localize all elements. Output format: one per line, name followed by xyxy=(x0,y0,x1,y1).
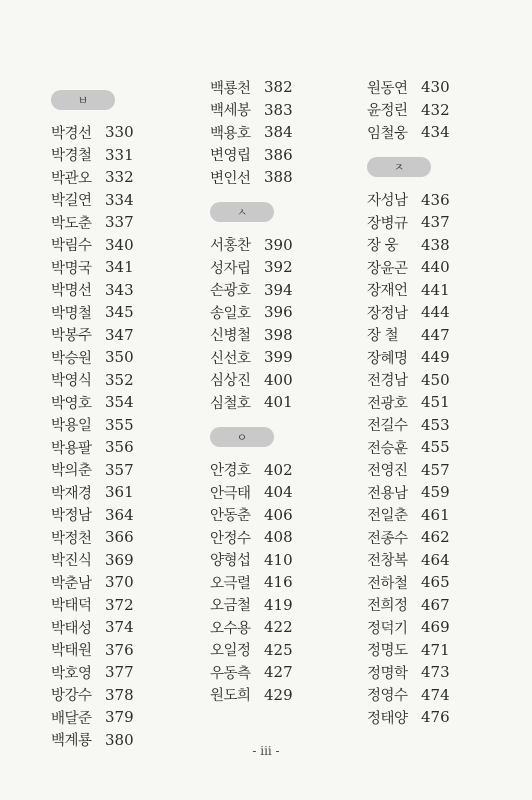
entry-page: 457 xyxy=(421,460,450,479)
entry-name: 장재언 xyxy=(367,283,408,300)
index-entry xyxy=(51,346,134,369)
entry-page: 376 xyxy=(105,640,134,659)
index-entry xyxy=(51,234,134,257)
entry-page: 476 xyxy=(421,708,450,727)
index-entry xyxy=(367,234,450,257)
entry-name: 박의춘 xyxy=(51,463,92,480)
entry-name: 전희정 xyxy=(367,598,408,615)
index-entry xyxy=(210,571,293,594)
entry-page: 437 xyxy=(421,213,450,232)
index-entry xyxy=(367,526,450,549)
entry-name: 박정남 xyxy=(51,508,92,525)
index-entry xyxy=(367,481,450,504)
entry-page: 464 xyxy=(421,550,450,569)
index-entry xyxy=(51,526,134,549)
entry-page: 372 xyxy=(105,595,134,614)
entry-page: 474 xyxy=(421,685,450,704)
entry-name: 박명선 xyxy=(51,283,92,300)
entry-name: 변인선 xyxy=(210,170,251,187)
index-entry xyxy=(210,549,293,572)
entry-page: 400 xyxy=(264,370,293,389)
entry-name: 안경호 xyxy=(210,463,251,480)
index-entry xyxy=(51,661,134,684)
entry-page: 429 xyxy=(264,685,293,704)
entry-name: 신병철 xyxy=(210,328,251,345)
entry-page: 473 xyxy=(421,663,450,682)
entry-page: 345 xyxy=(105,303,134,322)
entry-page: 408 xyxy=(264,528,293,547)
entry-name: 박림수 xyxy=(51,238,92,255)
index-entry xyxy=(210,594,293,617)
entry-page: 380 xyxy=(105,730,134,749)
index-entry xyxy=(367,504,450,527)
entry-name: 정명학 xyxy=(367,665,408,682)
index-entry xyxy=(51,211,134,234)
entry-page: 444 xyxy=(421,303,450,322)
index-entry xyxy=(51,121,134,144)
index-entry xyxy=(210,684,293,707)
section-header-label: ㅇ xyxy=(210,427,274,447)
index-entry xyxy=(210,301,293,324)
entry-page: 425 xyxy=(264,640,293,659)
index-entry xyxy=(210,504,293,527)
entry-name: 박재경 xyxy=(51,485,92,502)
index-entry xyxy=(51,391,134,414)
section-header-label: ㅅ xyxy=(210,202,274,222)
entry-page: 465 xyxy=(421,573,450,592)
entry-page: 364 xyxy=(105,505,134,524)
entry-name: 안정수 xyxy=(210,530,251,547)
entry-page: 441 xyxy=(421,280,450,299)
entry-name: 정덕기 xyxy=(367,620,408,637)
entry-name: 장병규 xyxy=(367,215,408,232)
section-header-label: ㅂ xyxy=(51,90,115,110)
entry-page: 332 xyxy=(105,168,134,187)
entry-page: 386 xyxy=(264,145,293,164)
entry-name: 전용남 xyxy=(367,485,408,502)
entry-name: 전경남 xyxy=(367,373,408,390)
entry-page: 427 xyxy=(264,663,293,682)
entry-name: 장정남 xyxy=(367,305,408,322)
index-entry xyxy=(367,661,450,684)
entry-page: 356 xyxy=(105,438,134,457)
index-entry xyxy=(367,414,450,437)
index-entry xyxy=(210,661,293,684)
entry-page: 331 xyxy=(105,145,134,164)
index-entry xyxy=(367,211,450,234)
index-entry xyxy=(51,504,134,527)
index-entry xyxy=(367,706,450,729)
index-entry xyxy=(51,301,134,324)
entry-name: 정명도 xyxy=(367,643,408,660)
section-header xyxy=(51,76,134,121)
entry-page: 382 xyxy=(264,78,293,97)
index-entry xyxy=(367,256,450,279)
entry-name: 전일춘 xyxy=(367,508,408,525)
entry-page: 377 xyxy=(105,663,134,682)
page-number: - iii - xyxy=(252,744,280,758)
entry-name: 원도희 xyxy=(210,688,251,705)
entry-name: 박태성 xyxy=(51,620,92,637)
entry-name: 자성남 xyxy=(367,193,408,210)
index-entry xyxy=(210,99,293,122)
entry-page: 340 xyxy=(105,235,134,254)
entry-name: 오극렬 xyxy=(210,575,251,592)
entry-page: 384 xyxy=(264,123,293,142)
entry-page: 341 xyxy=(105,258,134,277)
entry-name: 박춘남 xyxy=(51,575,92,592)
entry-name: 박진식 xyxy=(51,553,92,570)
entry-name: 전광호 xyxy=(367,395,408,412)
entry-name: 전영진 xyxy=(367,463,408,480)
entry-name: 전창복 xyxy=(367,553,408,570)
index-entry xyxy=(367,346,450,369)
entry-page: 453 xyxy=(421,415,450,434)
entry-page: 383 xyxy=(264,100,293,119)
entry-name: 서홍찬 xyxy=(210,238,251,255)
entry-page: 399 xyxy=(264,348,293,367)
section-header xyxy=(367,144,450,189)
entry-name: 백세봉 xyxy=(210,103,251,120)
index-entry xyxy=(367,639,450,662)
index-entry xyxy=(210,324,293,347)
entry-name: 백룡천 xyxy=(210,80,251,97)
index-entry xyxy=(210,481,293,504)
entry-name: 장윤곤 xyxy=(367,260,408,277)
index-entry xyxy=(367,121,450,144)
entry-name: 신선호 xyxy=(210,350,251,367)
index-entry xyxy=(210,279,293,302)
index-entry xyxy=(210,166,293,189)
index-entry xyxy=(51,459,134,482)
index-entry xyxy=(51,436,134,459)
entry-page: 392 xyxy=(264,258,293,277)
index-entry xyxy=(210,144,293,167)
entry-page: 440 xyxy=(421,258,450,277)
index-entry xyxy=(51,189,134,212)
entry-name: 장 웅 xyxy=(367,238,399,255)
entry-name: 안극태 xyxy=(210,485,251,502)
entry-page: 459 xyxy=(421,483,450,502)
entry-name: 박관오 xyxy=(51,170,92,187)
index-entry xyxy=(367,571,450,594)
entry-page: 436 xyxy=(421,190,450,209)
entry-page: 434 xyxy=(421,123,450,142)
entry-name: 박태원 xyxy=(51,643,92,660)
entry-name: 박호영 xyxy=(51,665,92,682)
entry-page: 396 xyxy=(264,303,293,322)
index-entry xyxy=(210,369,293,392)
index-entry xyxy=(51,571,134,594)
entry-name: 백용호 xyxy=(210,125,251,142)
index-entry xyxy=(51,144,134,167)
entry-page: 334 xyxy=(105,190,134,209)
index-entry xyxy=(367,301,450,324)
section-header xyxy=(210,189,293,234)
entry-name: 안동춘 xyxy=(210,508,251,525)
entry-page: 430 xyxy=(421,78,450,97)
index-entry xyxy=(51,616,134,639)
index-column-2 xyxy=(210,76,293,706)
entry-page: 449 xyxy=(421,348,450,367)
entry-name: 장 철 xyxy=(367,328,399,345)
entry-page: 343 xyxy=(105,280,134,299)
entry-name: 박용팔 xyxy=(51,440,92,457)
entry-name: 박경선 xyxy=(51,125,92,142)
index-entry xyxy=(367,369,450,392)
entry-name: 박봉주 xyxy=(51,328,92,345)
entry-name: 전종수 xyxy=(367,530,408,547)
entry-page: 406 xyxy=(264,505,293,524)
entry-name: 박명철 xyxy=(51,305,92,322)
index-entry xyxy=(210,346,293,369)
entry-page: 438 xyxy=(421,235,450,254)
entry-page: 447 xyxy=(421,325,450,344)
entry-name: 심철호 xyxy=(210,395,251,412)
entry-page: 357 xyxy=(105,460,134,479)
entry-name: 박명국 xyxy=(51,260,92,277)
entry-page: 450 xyxy=(421,370,450,389)
entry-name: 박용일 xyxy=(51,418,92,435)
entry-name: 손광호 xyxy=(210,283,251,300)
entry-page: 370 xyxy=(105,573,134,592)
entry-name: 백계룡 xyxy=(51,733,92,750)
index-entry xyxy=(210,639,293,662)
entry-page: 410 xyxy=(264,550,293,569)
entry-name: 우동측 xyxy=(210,665,251,682)
entry-name: 정영수 xyxy=(367,688,408,705)
entry-page: 419 xyxy=(264,595,293,614)
entry-page: 352 xyxy=(105,370,134,389)
entry-name: 변영립 xyxy=(210,148,251,165)
index-entry xyxy=(51,279,134,302)
entry-page: 337 xyxy=(105,213,134,232)
entry-name: 방강수 xyxy=(51,688,92,705)
entry-page: 467 xyxy=(421,595,450,614)
index-entry xyxy=(210,526,293,549)
index-entry xyxy=(367,76,450,99)
index-entry xyxy=(210,234,293,257)
entry-page: 347 xyxy=(105,325,134,344)
index-entry xyxy=(51,481,134,504)
entry-page: 416 xyxy=(264,573,293,592)
entry-page: 378 xyxy=(105,685,134,704)
entry-page: 361 xyxy=(105,483,134,502)
entry-page: 388 xyxy=(264,168,293,187)
index-entry xyxy=(367,549,450,572)
index-entry xyxy=(210,459,293,482)
entry-page: 390 xyxy=(264,235,293,254)
index-entry xyxy=(210,616,293,639)
entry-name: 오일정 xyxy=(210,643,251,660)
entry-page: 401 xyxy=(264,393,293,412)
index-entry xyxy=(367,391,450,414)
entry-page: 402 xyxy=(264,460,293,479)
entry-name: 전길수 xyxy=(367,418,408,435)
entry-page: 462 xyxy=(421,528,450,547)
entry-page: 422 xyxy=(264,618,293,637)
index-entry xyxy=(210,391,293,414)
entry-name: 박태덕 xyxy=(51,598,92,615)
entry-page: 451 xyxy=(421,393,450,412)
entry-name: 전승훈 xyxy=(367,440,408,457)
index-entry xyxy=(210,256,293,279)
index-column-3 xyxy=(367,76,450,729)
entry-name: 박길연 xyxy=(51,193,92,210)
index-entry xyxy=(51,706,134,729)
index-entry xyxy=(51,549,134,572)
entry-name: 박영호 xyxy=(51,395,92,412)
index-column-1 xyxy=(51,76,134,751)
index-entry xyxy=(367,279,450,302)
entry-name: 송일호 xyxy=(210,305,251,322)
entry-name: 임철웅 xyxy=(367,125,408,142)
entry-name: 배달준 xyxy=(51,710,92,727)
entry-page: 469 xyxy=(421,618,450,637)
entry-page: 374 xyxy=(105,618,134,637)
entry-name: 박영식 xyxy=(51,373,92,390)
entry-page: 394 xyxy=(264,280,293,299)
entry-page: 461 xyxy=(421,505,450,524)
index-entry xyxy=(367,99,450,122)
entry-page: 330 xyxy=(105,123,134,142)
index-entry xyxy=(367,324,450,347)
index-entry xyxy=(367,616,450,639)
index-entry xyxy=(51,414,134,437)
entry-page: 355 xyxy=(105,415,134,434)
index-entry xyxy=(51,639,134,662)
entry-page: 369 xyxy=(105,550,134,569)
entry-page: 379 xyxy=(105,708,134,727)
entry-name: 성자립 xyxy=(210,260,251,277)
entry-page: 455 xyxy=(421,438,450,457)
index-entry xyxy=(367,594,450,617)
entry-page: 471 xyxy=(421,640,450,659)
index-entry xyxy=(51,324,134,347)
entry-name: 오수용 xyxy=(210,620,251,637)
entry-name: 원동연 xyxy=(367,80,408,97)
entry-name: 윤정린 xyxy=(367,103,408,120)
entry-name: 박정천 xyxy=(51,530,92,547)
entry-name: 오금철 xyxy=(210,598,251,615)
index-entry xyxy=(367,436,450,459)
entry-page: 404 xyxy=(264,483,293,502)
index-entry xyxy=(51,256,134,279)
index-entry xyxy=(210,121,293,144)
index-entry xyxy=(51,369,134,392)
entry-name: 박경철 xyxy=(51,148,92,165)
index-entry xyxy=(367,684,450,707)
section-header-label: ㅈ xyxy=(367,157,431,177)
index-entry xyxy=(51,684,134,707)
entry-name: 박도춘 xyxy=(51,215,92,232)
section-header xyxy=(210,414,293,459)
entry-name: 양형섭 xyxy=(210,553,251,570)
entry-page: 366 xyxy=(105,528,134,547)
index-entry xyxy=(51,166,134,189)
entry-page: 398 xyxy=(264,325,293,344)
index-entry xyxy=(367,189,450,212)
index-entry xyxy=(367,459,450,482)
entry-page: 354 xyxy=(105,393,134,412)
entry-name: 심상진 xyxy=(210,373,251,390)
entry-name: 장혜명 xyxy=(367,350,408,367)
entry-name: 박승원 xyxy=(51,350,92,367)
entry-page: 432 xyxy=(421,100,450,119)
entry-name: 정태양 xyxy=(367,710,408,727)
index-entry xyxy=(51,594,134,617)
index-entry xyxy=(210,76,293,99)
entry-name: 전하철 xyxy=(367,575,408,592)
entry-page: 350 xyxy=(105,348,134,367)
